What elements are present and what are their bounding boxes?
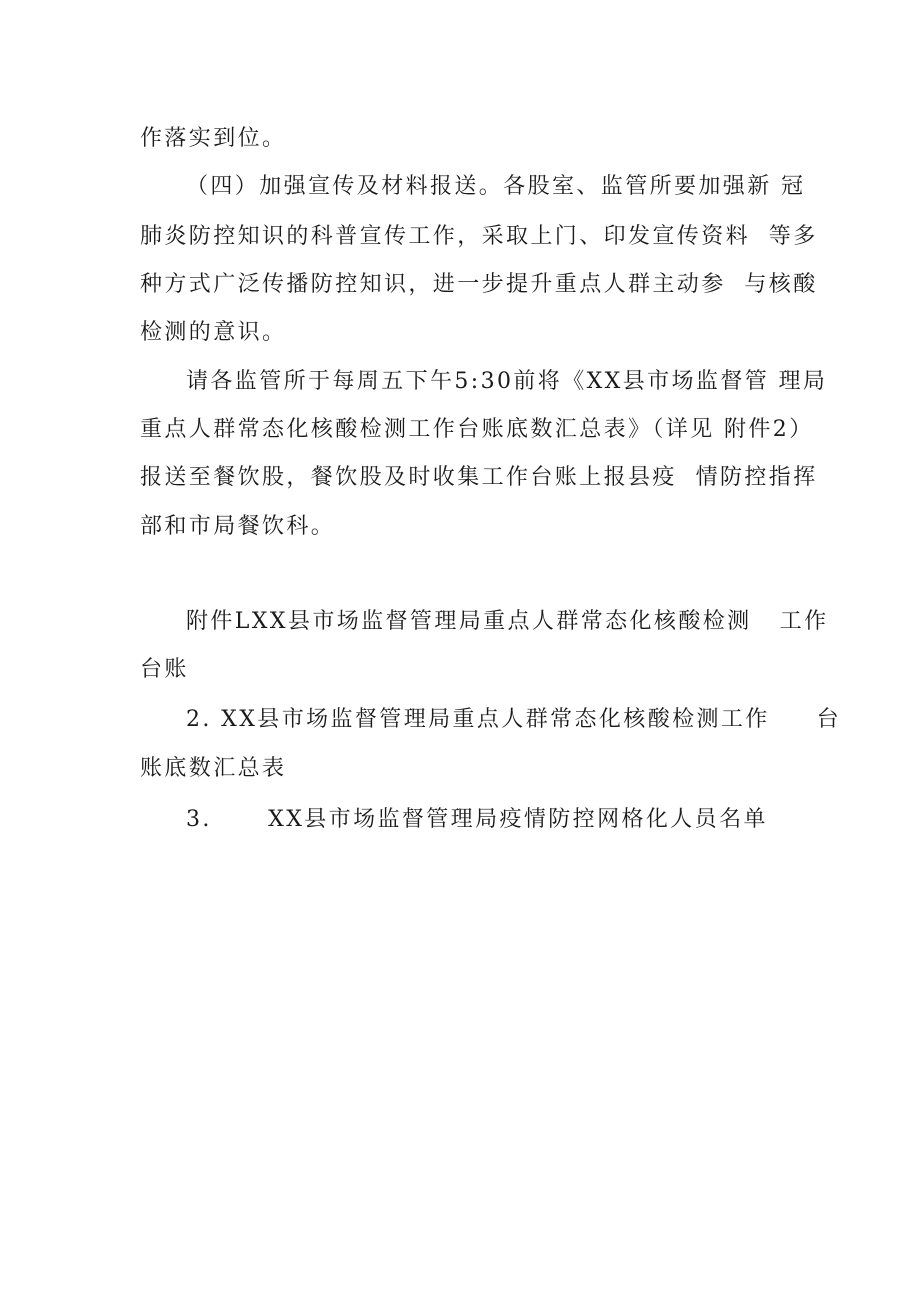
paragraph-4-line-4: 检测的意识。 bbox=[140, 320, 287, 345]
submission-note-line-1: 请各监管所于每周五下午5:30前将《XX县市场监督管 理局 bbox=[186, 369, 828, 394]
attachment-2-line-1: 2. XX县市场监督管理局重点人群常态化核酸检测工作 台 bbox=[186, 707, 842, 732]
paragraph-4-line-2: 肺炎防控知识的科普宣传工作，采取上门、印发宣传资料 等多 bbox=[140, 224, 818, 249]
attachment-3: 3. XX县市场监督管理局疫情防控网格化人员名单 bbox=[186, 807, 768, 832]
attachment-2-line-2: 账底数汇总表 bbox=[140, 756, 287, 781]
paragraph-4-line-1: （四）加强宣传及材料报送。各股室、监管所要加强新 冠 bbox=[186, 174, 806, 199]
submission-note-line-2: 重点人群常态化核酸检测工作台账底数汇总表》（详见 附件2） bbox=[140, 417, 814, 442]
paragraph-3-end: 作落实到位。 bbox=[140, 126, 287, 151]
submission-note-line-3: 报送至餐饮股，餐饮股及时收集工作台账上报县疫 情防控指挥 bbox=[140, 465, 818, 490]
paragraph-4-line-3: 种方式广泛传播防控知识，进一步提升重点人群主动参 与核酸 bbox=[140, 272, 818, 297]
attachment-1-line-1: 附件LXX县市场监督管理局重点人群常态化核酸检测 工作 bbox=[186, 609, 829, 634]
submission-note-line-4: 部和市局餐饮科。 bbox=[140, 514, 336, 539]
attachment-1-line-2: 台账 bbox=[140, 657, 189, 682]
